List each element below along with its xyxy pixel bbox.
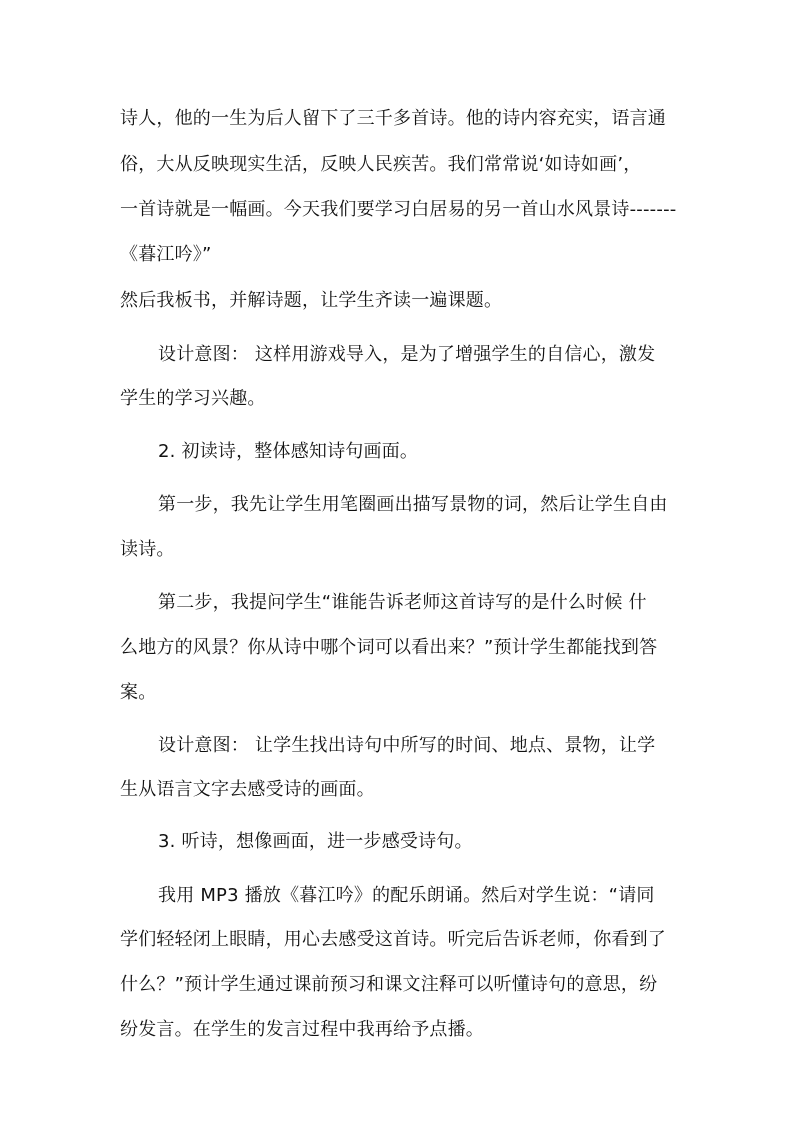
text-line: 诗人，他的一生为后人留下了三千多首诗。他的诗内容充实，语言通 (120, 108, 666, 129)
text-line: 读诗。 (120, 539, 175, 560)
text-line: 纷发言。在学生的发言过程中我再给予点播。 (120, 1019, 484, 1040)
text-line: 什么？”预计学生通过课前预习和课文注释可以听懂诗句的意思，纷 (120, 974, 658, 995)
text-line: 么地方的风景？你从诗中哪个词可以看出来？”预计学生都能找到答 (120, 637, 658, 658)
text-line: 第一步，我先让学生用笔圈画出描写景物的词，然后让学生自由 (158, 494, 668, 515)
section-heading: 3. 听诗，想像画面，进一步感受诗句。 (158, 831, 473, 852)
text-line: 设计意图： 让学生找出诗句中所写的时间、地点、景物，让学 (158, 735, 656, 756)
text-line: 然后我板书，并解诗题，让学生齐读一遍课题。 (120, 290, 503, 311)
text-line: 《暮江吟》” (120, 244, 212, 265)
text-line: 生从语言文字去感受诗的画面。 (120, 779, 375, 800)
section-heading: 2. 初读诗，整体感知诗句画面。 (158, 441, 419, 462)
text-line: 案。 (120, 682, 157, 703)
text-line: 学们轻轻闭上眼睛，用心去感受这首诗。听完后告诉老师，你看到了 (120, 929, 666, 950)
text-line: 学生的学习兴趣。 (120, 388, 266, 409)
text-line: 我用 MP3 播放《暮江吟》的配乐朗诵。然后对学生说：“请同 (158, 885, 655, 906)
text-line: 设计意图： 这样用游戏导入，是为了增强学生的自信心，激发 (158, 344, 656, 365)
text-line: 俗，大从反映现实生活，反映人民疾苦。我们常常说‘如诗如画’， (120, 154, 642, 175)
text-line: 一首诗就是一幅画。今天我们要学习白居易的另一首山水风景诗------- (120, 199, 677, 220)
text-line: 第二步，我提问学生“谁能告诉老师这首诗写的是什么时候 什 (158, 592, 647, 613)
